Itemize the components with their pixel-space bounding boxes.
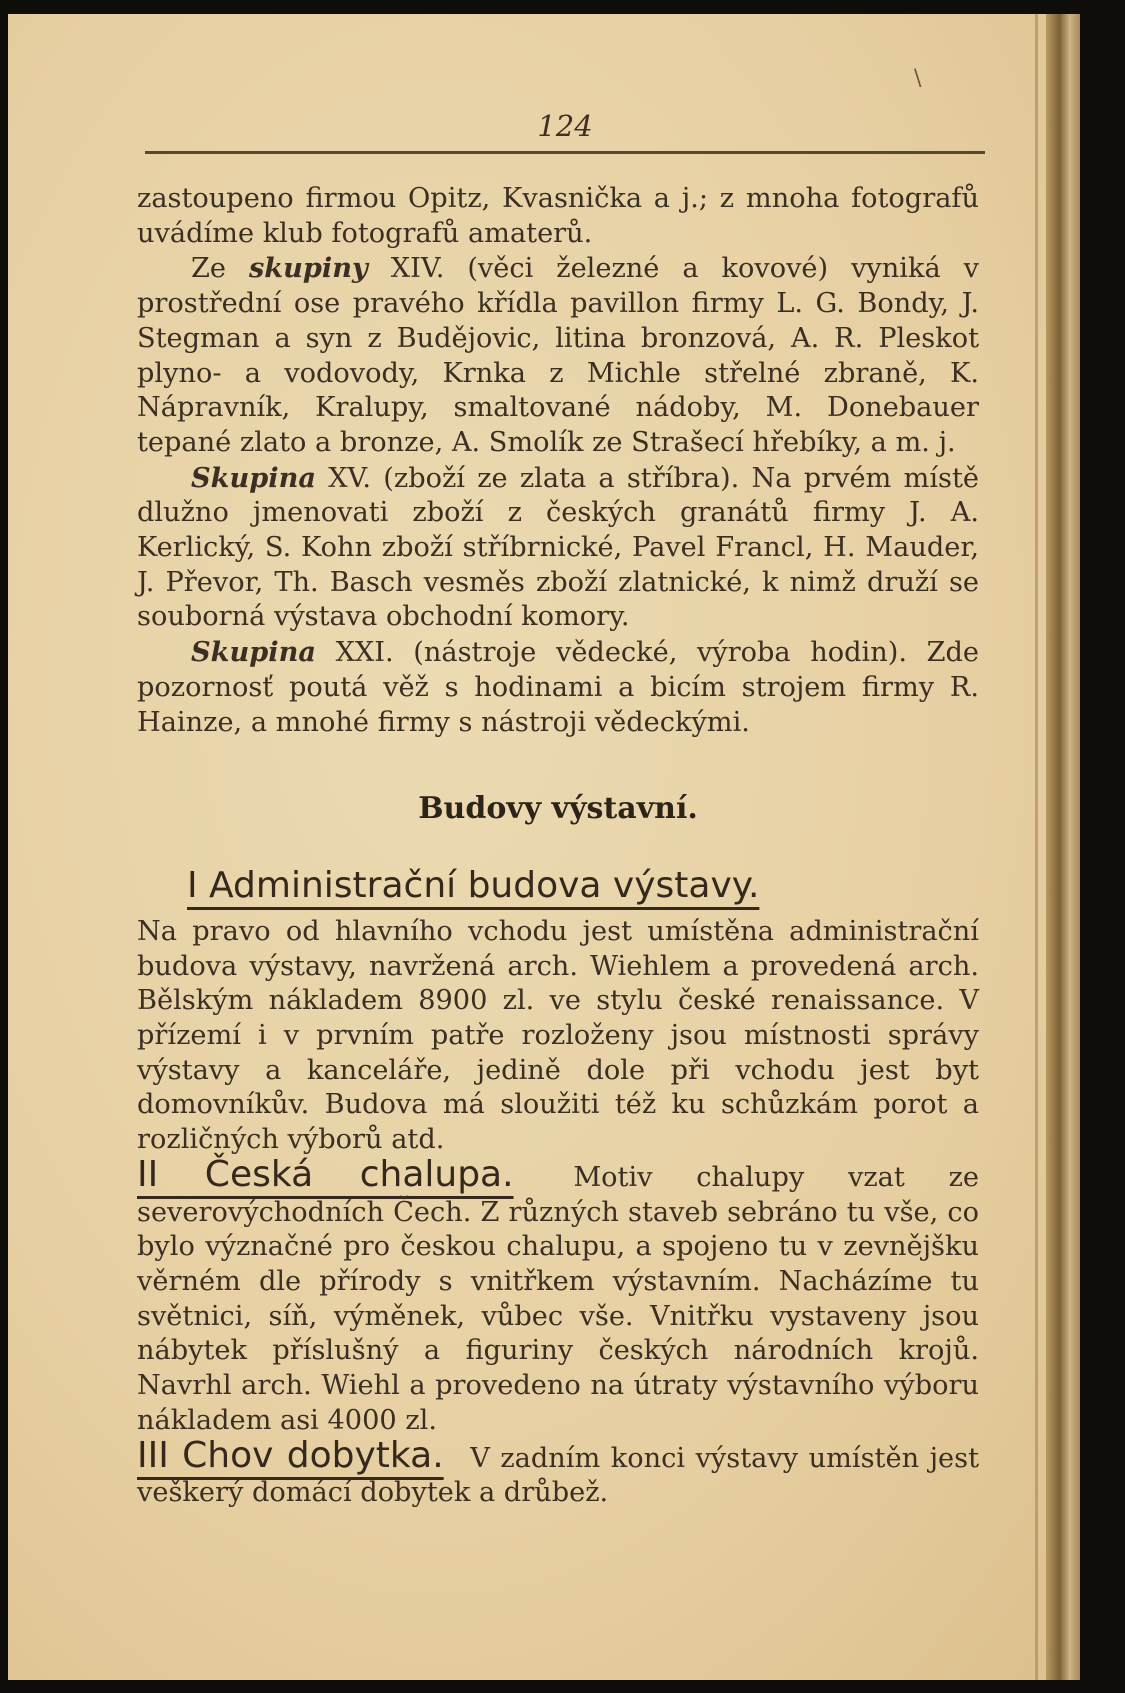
paragraph-group-xxi [137, 635, 979, 740]
gutter-shadow [1035, 14, 1038, 1680]
handwritten-title: II Česká chalupa. [137, 1153, 514, 1195]
section-heading: Budovy výstavní. [418, 791, 698, 827]
page-header [145, 109, 985, 159]
book-gutter [1046, 14, 1080, 1680]
corner-mark: \ [914, 66, 922, 91]
section-text: Motiv chalupy vzat ze severovýchodních Čech. Z různých staveb sebráno tu vše, co bylo význačné pro českou chalupu, a spojeno tu v zevnějšku věrném dle přírody s vnitřkem výstavním. Nacházíme tu světnici, síň, výměnek, vůbec vše. Vnitřku vystaveny jsou nábytek příslušný a figuriny českých národních krojů. Navrhl arch. Wiehl a provedeno na útraty výstavního výboru nákladem asi 4000 zl. [137, 1161, 979, 1436]
paragraph-text: XXI. (nástroje vědecké, výroba hodin). Zde pozornosť poutá věž s hodinami a bicím strojem firmy R. Hainze, a mnohé firmy s nástroji vědeckými. [137, 637, 979, 738]
section-text: Na pravo od hlavního vchodu jest umístěna administrační budova výstavy, navržená arch. Wiehlem a provedená arch. Bělským nákladem 8900 zl. ve stylu české renaissance. V přízemí i v prvním patře rozloženy jsou místnosti správy výstavy a kanceláře, jedině dole při vchodu jest byt domovníkův. Budova má sloužiti též ku schůzkám porot a rozličných výborů atd. [137, 915, 979, 1156]
paragraph-group-xv [137, 461, 979, 636]
section-czech-cottage [137, 1153, 979, 1439]
section-livestock [137, 1434, 979, 1511]
page-number: 124 [537, 109, 593, 143]
group-label: skupiny [248, 252, 368, 285]
paragraph-photography [137, 182, 979, 251]
section-administration [137, 861, 979, 1158]
header-rule [145, 151, 985, 154]
group-label: Skupina [191, 461, 316, 494]
paragraph-lead: Ze [191, 253, 226, 285]
handwritten-title: I Administrační budova výstavy. [187, 864, 760, 906]
handwritten-title: III Chov dobytka. [137, 1434, 444, 1476]
section-text: V zadním konci výstavy umístěn jest veškerý domácí dobytek a drůbež. [137, 1442, 979, 1509]
page-body [137, 182, 979, 1511]
paragraph-group-xiv [137, 251, 979, 460]
group-label: Skupina [191, 636, 316, 669]
paragraph-text: XIV. (věci železné a kovové) vyniká v prostřední ose pravého křídla pavillon firmy L. G. Bondy, J. Stegman a syn z Budějovic, litina bronzová, A. R. Pleskot plyno- a vodovody, Krnka z Michle střelné zbraně, K. Nápravník, Kralupy, smaltované nádoby, M. Donebauer tepané zlato a bronze, A. Smolík ze Strašecí hřebíky, a m. j. [137, 253, 979, 458]
paragraph-text: zastoupeno firmou Opitz, Kvasnička a j.; z mnoha fotografů uvádíme klub fotografů amaterů. [137, 183, 979, 249]
paragraph-text: XV. (zboží ze zlata a stříbra). Na prvém místě dlužno jmenovati zboží z českých granátů firmy J. A. Kerlický, S. Kohn zboží stříbrnické, Pavel Francl, H. Mauder, J. Převor, Th. Basch vesměs zboží zlatnické, k nimž druží se souborná výstava obchodní komory. [137, 462, 979, 633]
